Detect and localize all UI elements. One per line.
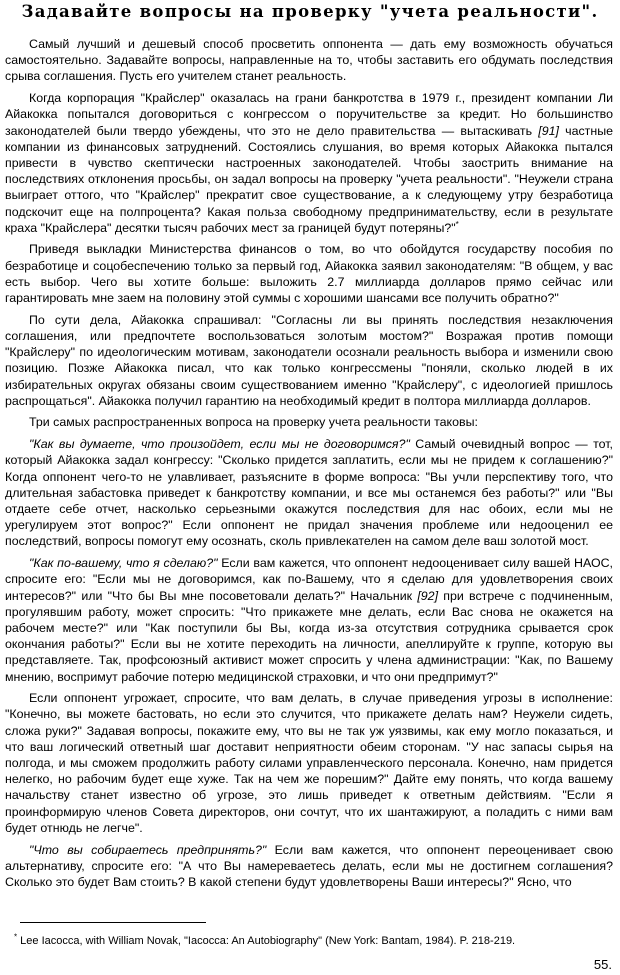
paragraph-9 — [5, 842, 613, 891]
paragraph-2-text-b: частные компании из финансовых затруднений. Состоялись слушания, во время которых Айакокка пытался привести в чувство скептически настроенных законодателей. Чтобы заострить внимание на последствиях отклонения просьбы, он задал вопросы на проверку "учета реальности". "Неужели страна выиграет оттого, что "Крайслер" прекратит свое существование, а к следующему утру безработица подскочит еще на полпроцента? Какая польза свободному предпринимательству, если в результате краха "Крайслера" десятки тысяч рабочих мест за границей будут потеряны?" — [5, 123, 613, 235]
question-3: "Что вы собираетесь предпринять?" — [29, 842, 267, 857]
paragraph-9-text: Если вам кажется, что оппонент переоценивает свою альтернативу, спросите его: "А что Вы намереваетесь делать, если мы не достигнем соглашения? Сколько это будет Вам стоить? В какой степени будут удовлетворены Ваши интересы?" Ясно, что — [5, 842, 614, 889]
footnote-text: Lee Iacocca, with William Novak, "Iacocca: An Autobiography" (New York: Bantam, 1984). P. 218-219. — [17, 935, 516, 947]
paragraph-5: Три самых распространенных вопроса на проверку учета реальности таковы: — [29, 415, 478, 430]
footnote-divider — [20, 922, 206, 923]
paragraph-8: Если оппонент угрожает, спросите, что вам делать, в случае приведения угрозы в исполнение: "Конечно, вы можете бастовать, но если это случится, что прикажете делать нам? Неужели сидеть, сложа руки?" Задавая вопросы, покажите ему, что вы не так уж уязвимы, как ему могло показаться, и что ваш логический ответный шаг доставит неприятности обеим сторонам. "У нас запасы сырья на полгода, и мы сможем продолжить работу силами управленческого персонала. Конечно, нам придется нелегко, но рабочим будет еще хуже. Так на чем же порешим?" Дайте ему понять, что когда вашему начальству станет известно об угрозе, это лишь приведет к ответным действиям. "Если я проинформирую членов Совета директоров, они сочтут, что их шантажируют, а поладить с ними вам будет отнюдь не легче". — [5, 691, 613, 835]
paragraph-6 — [5, 436, 613, 549]
footnote-marker: * — [455, 219, 459, 229]
page-number: 55. — [593, 957, 612, 972]
paragraph-7-text-a: Если вам кажется, что оппонент недооценивает силу вашей НАОС, спросите его: "Если мы не договоримся, как по-Вашему, что я сделаю для удовлетворения своих интересов?" или "Что бы Вы мне посоветовали делать?" Начальник — [5, 556, 613, 603]
paragraph-2 — [5, 90, 613, 236]
footnote-mark: * — [14, 932, 18, 942]
question-1: "Как вы думаете, что произойдет, если мы не договоримся?" — [29, 437, 410, 452]
paragraph-1: Самый лучший и дешевый способ просветить оппонента — дать ему возможность обучаться самостоятельно. Задавайте вопросы, направленные на то, чтобы заставить его обдумать последствия срыва соглашения. Пусть его учителем станет реальность. — [5, 37, 613, 84]
paragraph-7-text-b: при встрече с подчиненным, прогулявшим работу, может спросить: "Что прикажете мне делать, если Вас снова не окажется на рабочем месте?" или "Как поступили бы Вы, когда из-за отсутствия сотрудника срывается срок окончания работы?" Если вы не хотите переходить на личности, апеллируйте к группе, которую вы представляете. Так, профсоюзный активист может спросить у члена администрации: "Как, по Вашему мнению, воспримут рабочие потерю медицинской страховки, и что они предпримут?" — [5, 588, 613, 684]
question-2: "Как по-вашему, что я сделаю?" — [29, 556, 218, 571]
section-title: Задавайте вопросы на проверку "учета реальности". — [21, 2, 599, 21]
paragraph-4: По сути дела, Айакокка спрашивал: "Согласны ли вы принять последствия незаключения соглашения, или предпочтете воспользоваться золотым мостом?" Возражая против помощи "Крайслеру" по идеологическим мотивам, законодатели осознали реальность выбора и изменили свою позицию. Позже Айакокка писал, что как только конгрессмены "поняли, сколько людей в их избирательных округах обязаны своим существованием именно "Крайслеру", с идеологией пришлось распрощаться". Айакокка получил гарантию на необходимый кредит в полтора миллиарда долларов. — [5, 312, 613, 408]
paragraph-7 — [5, 555, 613, 685]
paragraph-6-text: Самый очевидный вопрос — тот, который Айакокка задал конгрессу: "Сколько придется заплатить, если мы не придем к соглашению?" Когда оппонент чего-то не улавливает, разъясните в форме вопроса: "Вы учли перспективу того, что длительная забастовка приведет к банкротству компании, и все мы останемся без работы?" или "Вы отдаете себе отчет, насколько серьезными окажутся последствия для нас обоих, если мы не урегулируем этот вопрос?" Если оппонент не придал значения проблеме или недооценил ее последствий, вопросы помогут ему осознать, сколь привлекателен на самом деле ваш золотой мост. — [5, 437, 613, 549]
footnote — [14, 932, 604, 948]
paragraph-2-text-a: Когда корпорация "Крайслер" оказалась на грани банкротства в 1979 г., президент компании Ли Айакокка попытался договориться с конгрессом о поручительстве за кредит. Но большинство законодателей были твердо убеждены, что это не дело правительства — вытаскивать — [5, 91, 613, 138]
page-reference-92: [92] — [417, 588, 439, 603]
page-reference-91: [91] — [538, 123, 559, 138]
paragraph-3: Приведя выкладки Министерства финансов о том, во что обойдутся государству пособия по безработице и соцобеспечению только за первый год, Айакокка заявил законодателям: "В общем, у вас есть выбор. Чего вы хотите больше: выложить 2.7 миллиарда долларов прямо сейчас или гарантировать мне заем на половину этой суммы с хорошими шансами все получить обратно?" — [5, 242, 613, 306]
body-text — [5, 36, 613, 896]
